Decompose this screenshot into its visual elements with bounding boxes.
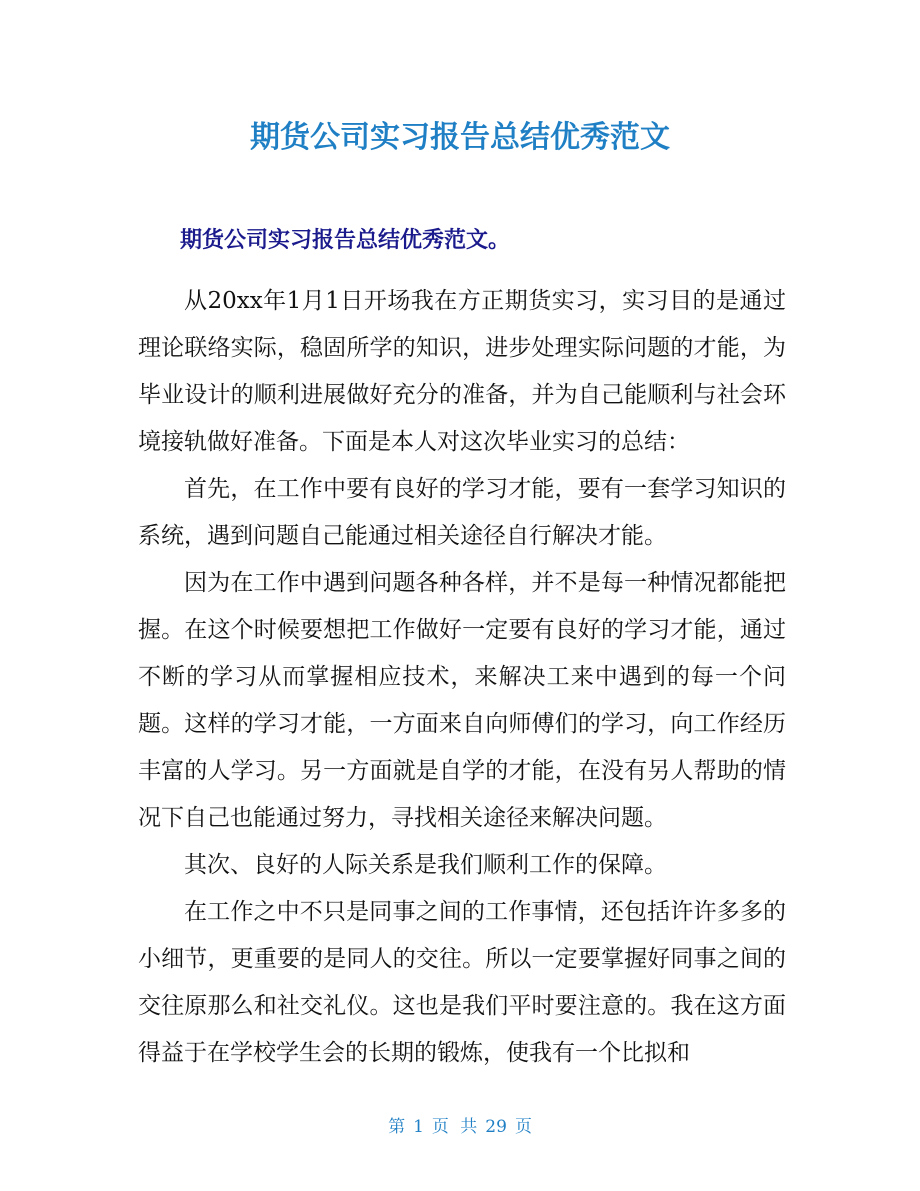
- paragraph: 首先，在工作中要有良好的学习才能，要有一套学习知识的系统，遇到问题自己能通过相关途径自行解决才能。: [138, 476, 786, 549]
- paragraph: 在工作之中不只是同事之间的工作事情，还包括许许多多的小细节，更重要的是同人的交往。所以一定要掌握好同事之间的交往原那么和社交礼仪。这也是我们平时要注意的。我在这方面得益于在学校学生会的长期的锻炼，使我有一个比拟和: [138, 899, 786, 1066]
- document-subtitle: 期货公司实习报告总结优秀范文。: [180, 228, 511, 253]
- paragraph: 其次、良好的人际关系是我们顺利工作的保障。: [184, 852, 667, 878]
- document-body: [138, 278, 786, 1077]
- page-suffix: 页: [514, 1117, 532, 1137]
- document-title: 期货公司实习报告总结优秀范文: [250, 120, 670, 155]
- page-prefix: 第: [388, 1117, 406, 1137]
- paragraph: 从20xx年1月1日开场我在方正期货实习，实习目的是通过理论联络实际，稳固所学的知识，进步处理实际问题的才能，为毕业设计的顺利进展做好充分的准备，并为自己能顺利与社会环境接轨做好准备。下面是本人对这次毕业实习的总结：: [138, 288, 786, 455]
- page-total: 29: [485, 1117, 507, 1137]
- page-mid: 页 共: [431, 1117, 478, 1137]
- paragraph: 因为在工作中遇到问题各种各样，并不是每一种情况都能把握。在这个时候要想把工作做好一定要有良好的学习才能，通过不断的学习从而掌握相应技术，来解决工来中遇到的每一个问题。这样的学习才能，一方面来自向师傅们的学习，向工作经历丰富的人学习。另一方面就是自学的才能，在没有另人帮助的情况下自己也能通过努力，寻找相关途径来解决问题。: [138, 570, 786, 831]
- page-footer: [0, 1112, 920, 1137]
- page-number: 1: [413, 1117, 424, 1137]
